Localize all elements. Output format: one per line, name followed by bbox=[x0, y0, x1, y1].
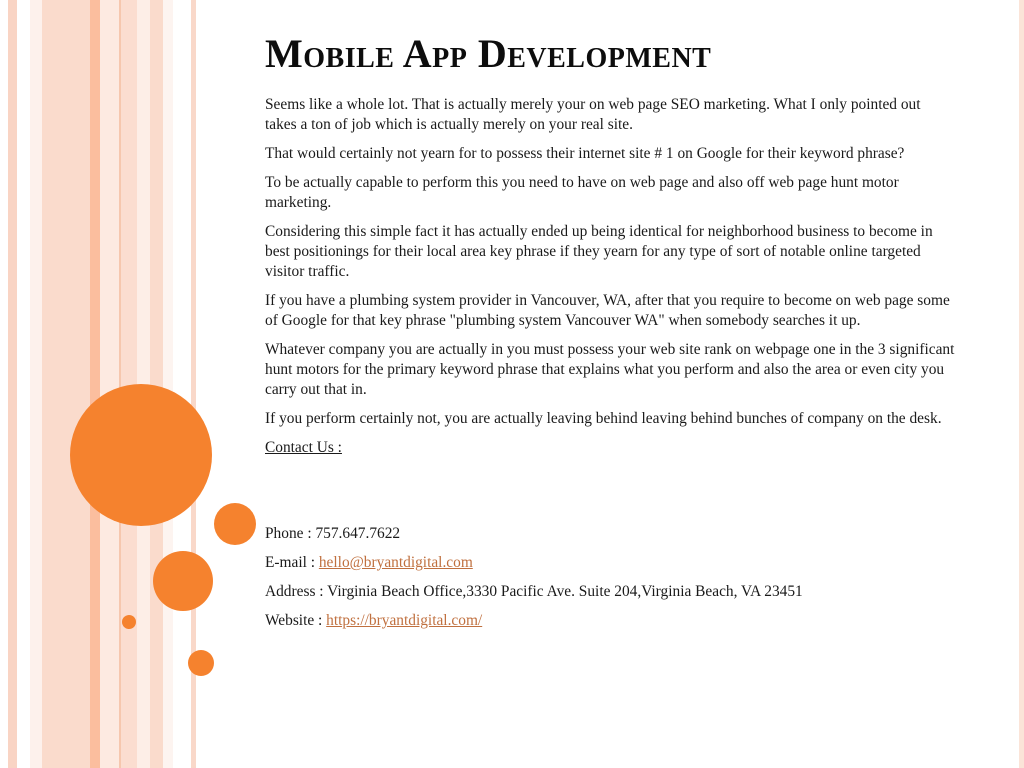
body-paragraph-4: If you have a plumbing system provider in Vancouver, WA, after that you require to become on web page some of Google for that key phrase "plumbing system Vancouver WA" when somebody searches it up. bbox=[265, 292, 950, 329]
address-label: Address : bbox=[265, 583, 328, 600]
slide-content bbox=[265, 0, 955, 640]
contact-heading: Contact Us : bbox=[265, 439, 342, 456]
decorative-circle-0 bbox=[70, 384, 212, 526]
stripe-2 bbox=[42, 0, 90, 768]
decorative-circle-4 bbox=[188, 650, 214, 676]
phone-value: 757.647.7622 bbox=[315, 525, 401, 542]
email-link[interactable]: hello@bryantdigital.com bbox=[318, 554, 473, 571]
stripe-9 bbox=[163, 0, 173, 768]
decorative-circle-3 bbox=[122, 615, 136, 629]
email-label: E-mail : bbox=[265, 554, 319, 571]
stripe-0 bbox=[8, 0, 17, 768]
stripe-3 bbox=[90, 0, 100, 768]
body-paragraph-0: Seems like a whole lot. That is actually merely your on web page SEO marketing. What I only pointed out takes a ton of job which is actually merely on your real site. bbox=[265, 96, 921, 133]
body-paragraph-2: To be actually capable to perform this you need to have on web page and also off web page hunt motor marketing. bbox=[265, 174, 899, 211]
contact-heading-wrap bbox=[265, 438, 955, 458]
contact-address-line bbox=[265, 582, 955, 602]
stripe-1 bbox=[30, 0, 42, 768]
body-paragraph-3: Considering this simple fact it has actually ended up being identical for neighborhood business to become in best positionings for their local area key phrase if they yearn for any type of sort of notable online targeted visitor traffic. bbox=[265, 223, 933, 280]
contact-website-line bbox=[265, 611, 955, 631]
website-label: Website : bbox=[265, 612, 327, 629]
decorative-circle-1 bbox=[214, 503, 256, 545]
paragraph-list bbox=[265, 95, 955, 429]
phone-label: Phone : bbox=[265, 525, 316, 542]
stripe-4 bbox=[100, 0, 119, 768]
contact-phone-line bbox=[265, 524, 955, 544]
address-value: Virginia Beach Office,3330 Pacific Ave. Suite 204,Virginia Beach, VA 23451 bbox=[327, 583, 803, 600]
body-paragraph-5: Whatever company you are actually in you must possess your web site rank on webpage one in the 3 significant hunt motors for the primary keyword phrase that explains what you perform and also the area or even city you carry out that in. bbox=[265, 341, 955, 398]
contact-email-line bbox=[265, 553, 955, 573]
website-link[interactable]: https://bryantdigital.com/ bbox=[326, 612, 483, 629]
right-edge-stripe bbox=[1019, 0, 1024, 768]
decorative-circle-2 bbox=[153, 551, 213, 611]
body-paragraph-6: If you perform certainly not, you are actually leaving behind leaving behind bunches of company on the desk. bbox=[265, 410, 942, 427]
decorative-stripe-band bbox=[0, 0, 205, 768]
page-title: Mobile App Development bbox=[265, 31, 712, 76]
contact-spacer bbox=[265, 458, 955, 524]
body-paragraph-1: That would certainly not yearn for to possess their internet site # 1 on Google for their keyword phrase? bbox=[265, 145, 905, 162]
